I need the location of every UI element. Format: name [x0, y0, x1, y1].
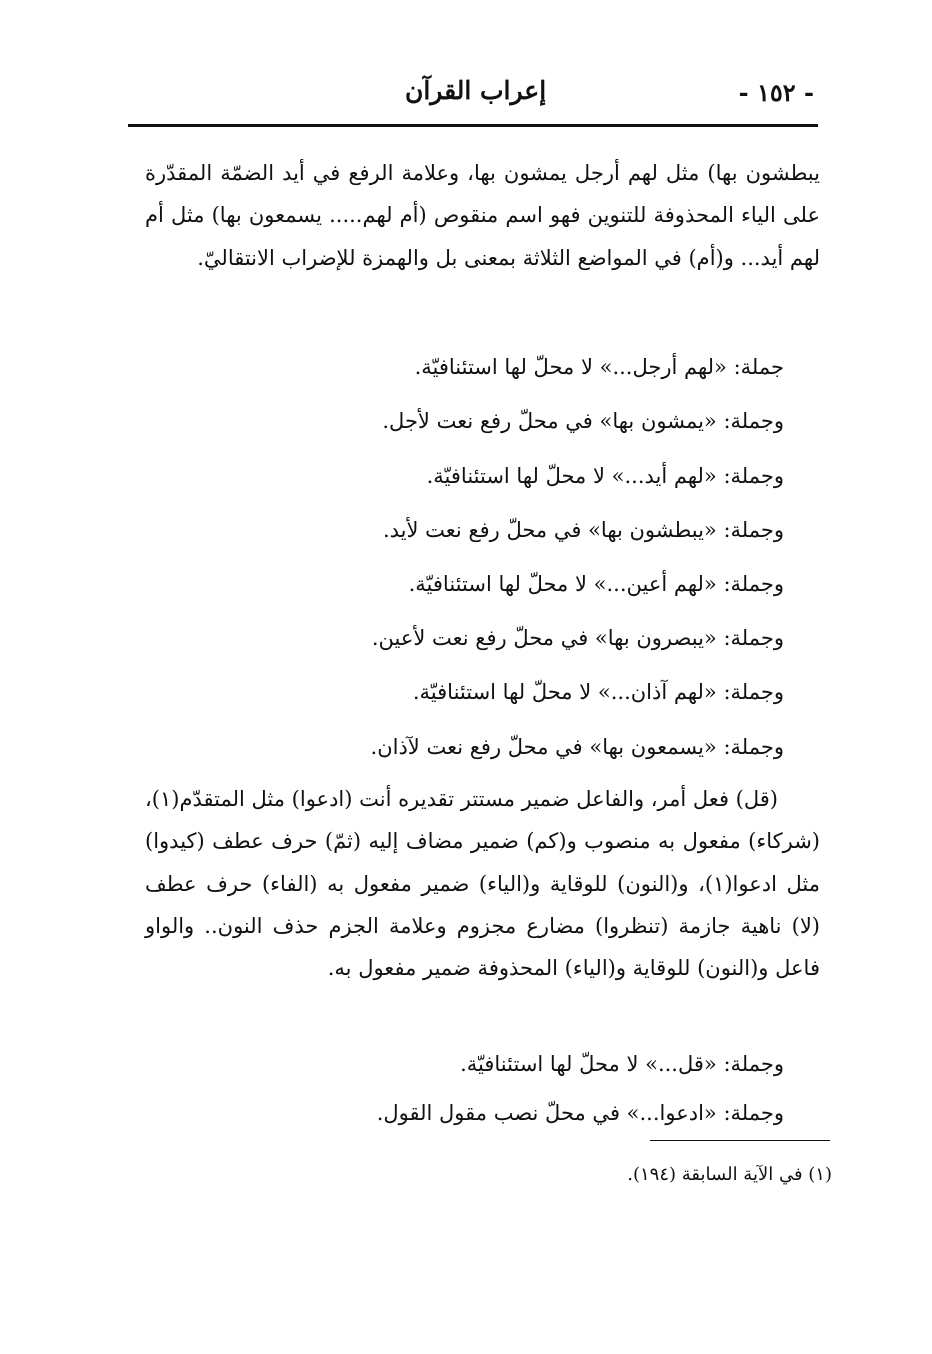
sentence-line: جملة: «لهم أرجل...» لا محلّ لها استئنافيّة.: [414, 355, 784, 379]
sentence-line: وجملة: «لهم آذان...» لا محلّ لها استئنافيّة.: [412, 680, 784, 704]
sentence-line: وجملة: «قل...» لا محلّ لها استئنافيّة.: [460, 1052, 784, 1076]
sentence-line: وجملة: «يسمعون بها» في محلّ رفع نعت لآذان.: [370, 735, 784, 759]
footnote: (١) في الآية السابقة (١٩٤).: [627, 1164, 832, 1185]
paragraph-parsing: (قل) فعل أمر، والفاعل ضمير مستتر تقديره أنت (ادعوا) مثل المتقدّم(١)، (شركاء) مفعول به منصوب و(كم) ضمير مضاف إليه (ثمّ) حرف عطف (كيدوا) مثل ادعوا(١)، و(النون) للوقاية و(الياء) ضمير مفعول به (الفاء) حرف عطف (لا) ناهية جازمة (تنظروا) مضارع مجزوم وعلامة الجزم حذف النون.. والواو فاعل و(النون) للوقاية و(الياء) المحذوفة ضمير مفعول به.: [145, 787, 820, 981]
book-title: إعراب القرآن: [405, 76, 547, 105]
sentence-line: وجملة: «يمشون بها» في محلّ رفع نعت لأجل.: [382, 409, 784, 433]
sentence-line: وجملة: «لهم أعين...» لا محلّ لها استئنافيّة.: [408, 572, 784, 596]
sentence-line: وجملة: «يبصرون بها» في محلّ رفع نعت لأعين.: [371, 626, 784, 650]
page-number: - ١٥٢ -: [738, 78, 814, 107]
footnote-rule: [650, 1140, 830, 1141]
sentence-line: وجملة: «يبطشون بها» في محلّ رفع نعت لأيد.: [382, 518, 784, 542]
paragraph-continuation: يبطشون بها) مثل لهم أرجل يمشون بها، وعلامة الرفع في أيد الضمّة المقدّرة على الياء المحذوفة للتنوين فهو اسم منقوص (أم لهم..... يسمعون بها) مثل أم لهم أيد... و(أم) في المواضع الثلاثة بمعنى بل والهمزة للإضراب الانتقاليّ.: [145, 161, 820, 270]
sentence-line: وجملة: «لهم أيد...» لا محلّ لها استئنافيّة.: [426, 464, 784, 488]
header-rule: [128, 124, 818, 127]
sentence-line: وجملة: «ادعوا...» في محلّ نصب مقول القول.: [376, 1101, 784, 1125]
